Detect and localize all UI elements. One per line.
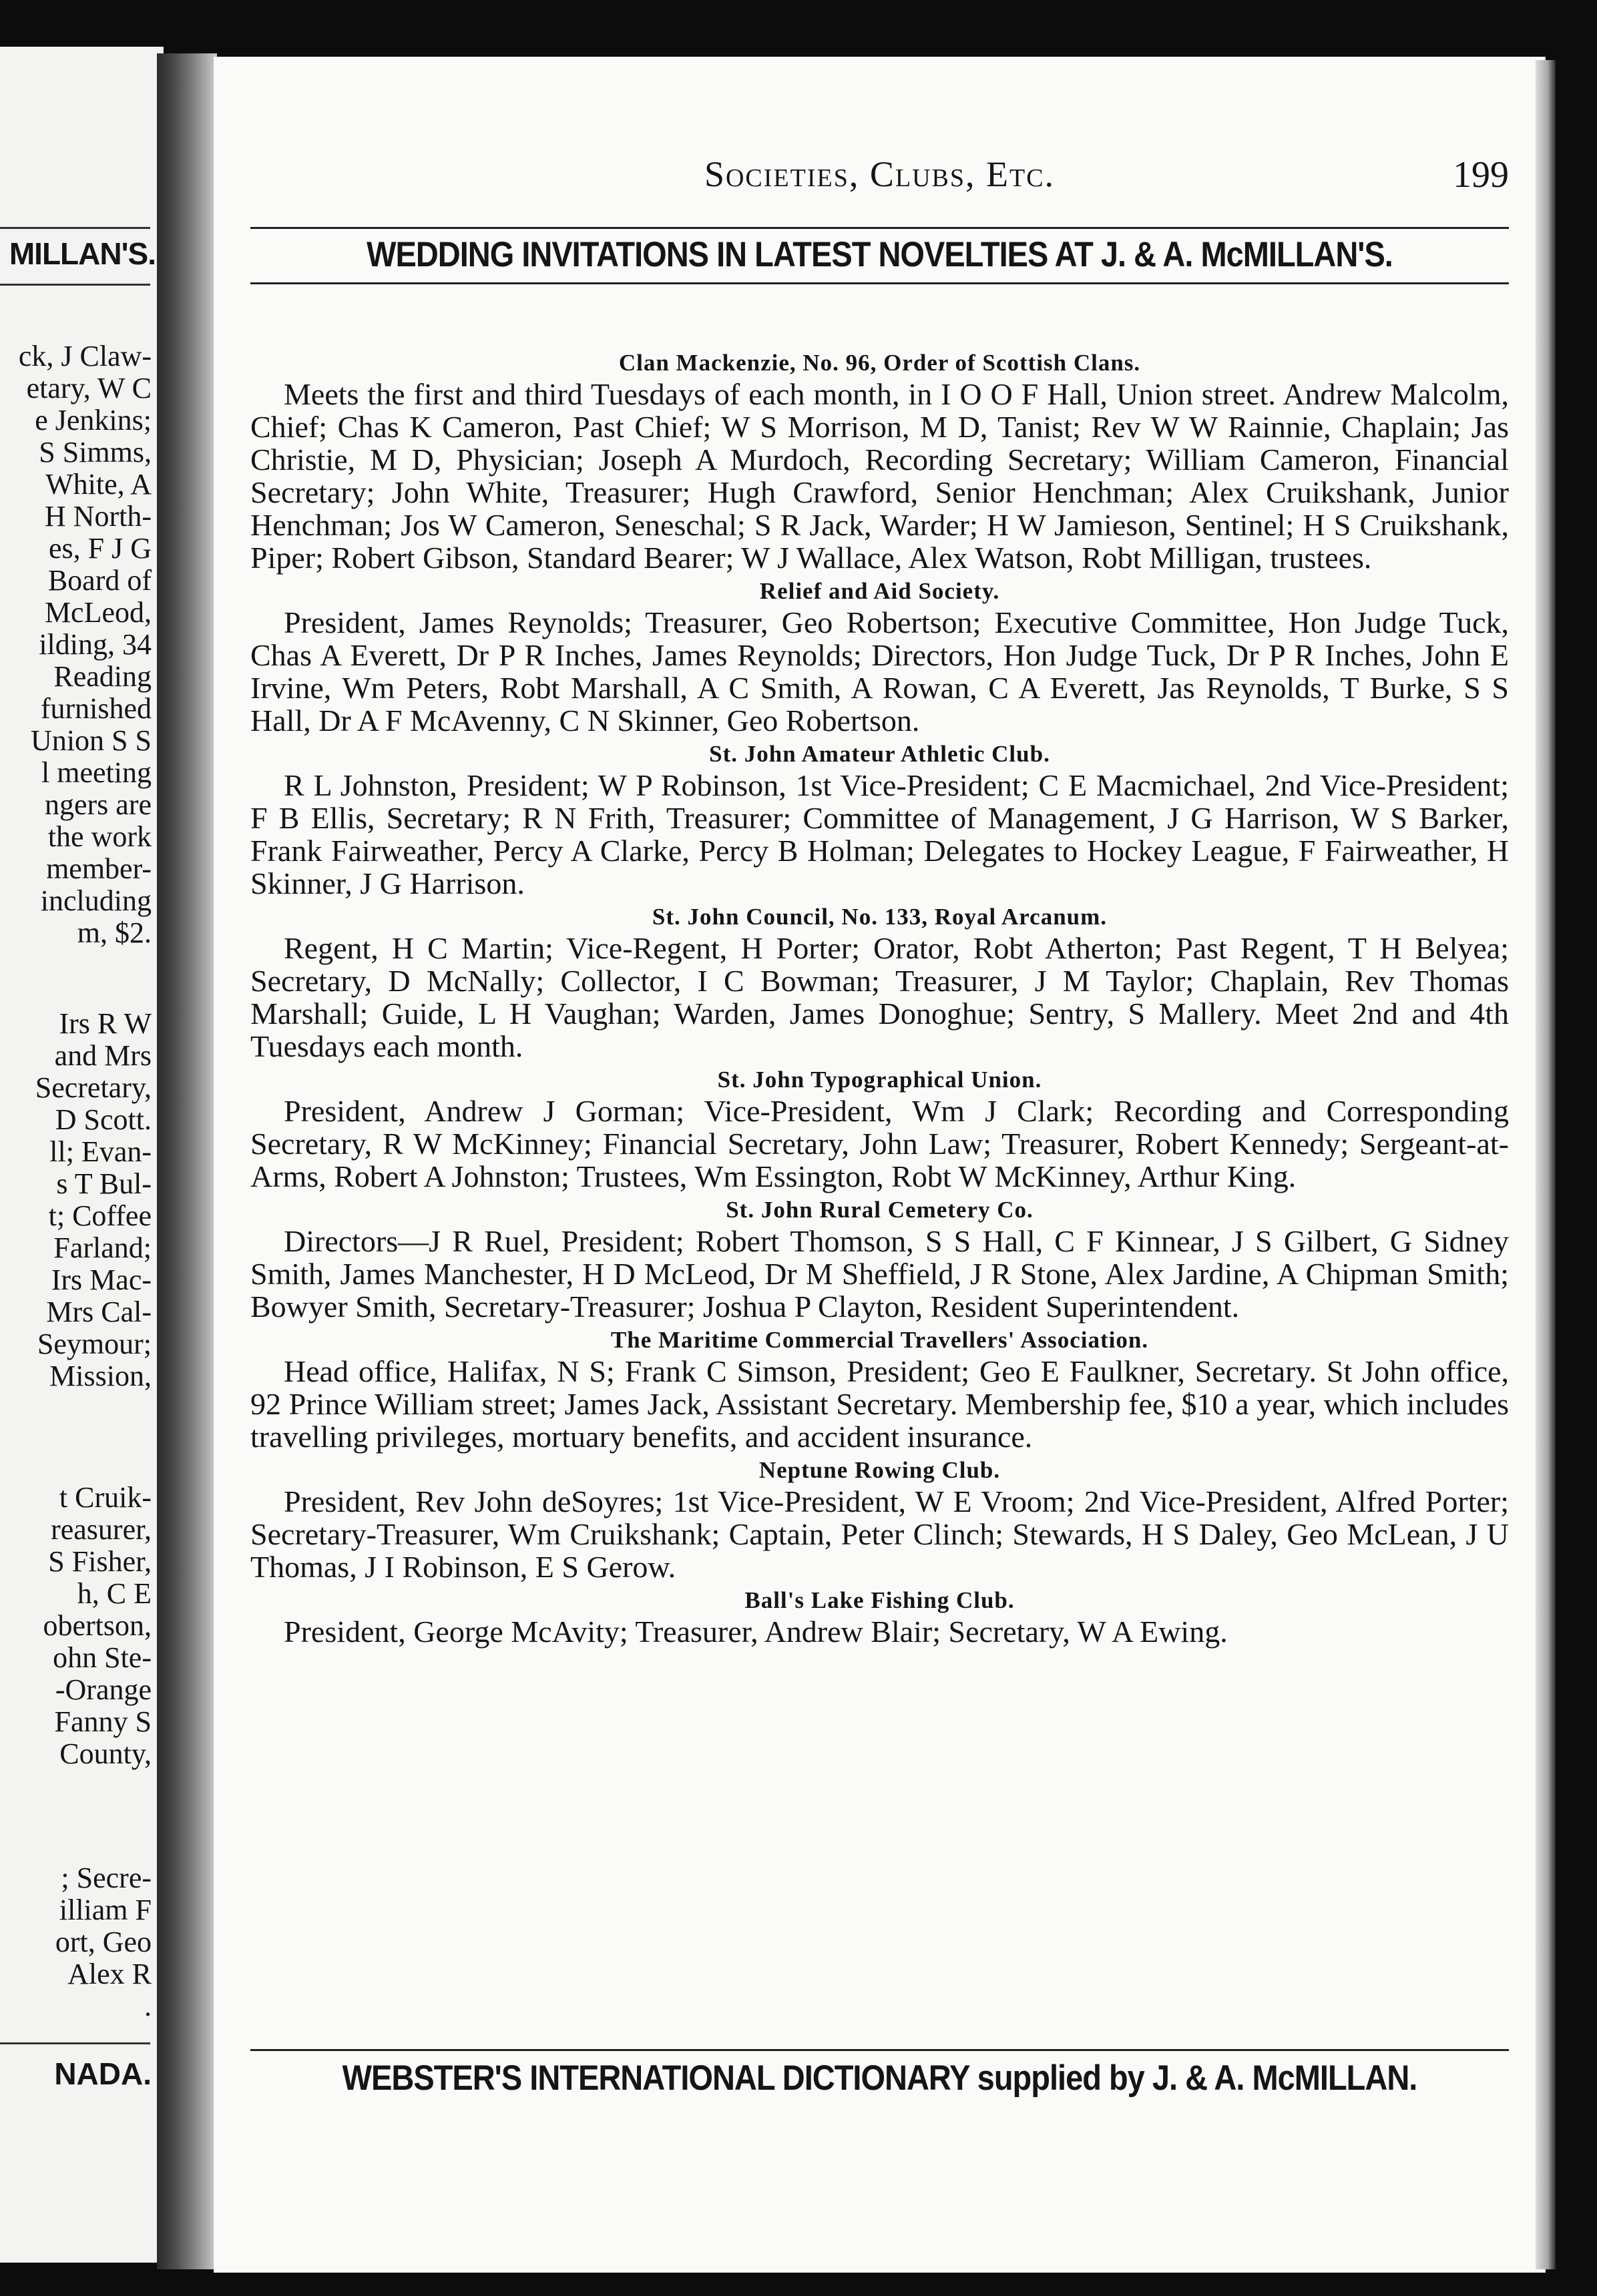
entry-body: President, James Reynolds; Treasurer, Geo Robertson; Executive Committee, Hon Judge Tuck, Chas A Everett, Dr P R Inches, James Reynolds; Directors, Hon Judge Tuck, Dr P R Inches, John E Irvine, Wm Peters, Robt Marshall, A C Smith, A Rowan, C A Everett, Jas Reynolds, T Burke, S S Hall, Dr A F McAvenny, C N Skinner, Geo Robertson. xyxy=(250,605,1509,738)
left-page-line: Board of xyxy=(47,564,152,597)
left-page-line: S Fisher, xyxy=(48,1545,152,1578)
entry-body: Directors—J R Ruel, President; Robert Thomson, S S Hall, C F Kinnear, J S Gilbert, G Sidney Smith, James Manchester, H D McLeod, Dr M Sheffield, J R Stone, Alex Jardine, A Chipman Smith; Bowyer Smith, Secretary-Treasurer; Joshua P Clayton, Resident Superintendent. xyxy=(250,1224,1509,1324)
left-page-line: and Mrs xyxy=(54,1039,152,1072)
entry-title: Clan Mackenzie, No. 96, Order of Scottish Clans. xyxy=(618,350,1141,376)
left-page-line: ; Secre- xyxy=(61,1861,152,1894)
left-page-line: including xyxy=(40,884,152,917)
left-page-line: Farland; xyxy=(53,1231,152,1264)
previous-page-fragment xyxy=(0,47,164,2263)
entry-body: Head office, Halifax, N S; Frank C Simson, President; Geo E Faulkner, Secretary. St John office, 92 Prince William street; James Jack, Assistant Secretary. Membership fee, $10 a year, which includes travelling privileges, mortuary benefits, and accident insurance. xyxy=(250,1354,1509,1454)
entry-body: President, George McAvity; Treasurer, Andrew Blair; Secretary, W A Ewing. xyxy=(284,1615,1228,1649)
left-page-line: D Scott. xyxy=(55,1103,152,1136)
top-rule xyxy=(250,227,1509,229)
left-page-line: ll; Evan- xyxy=(49,1135,152,1168)
society-entry xyxy=(250,902,1509,1063)
left-page-line: l meeting xyxy=(41,756,152,789)
left-page-line: S Simms, xyxy=(39,436,152,469)
left-page-line: ck, J Claw- xyxy=(18,340,152,372)
left-page-line: t; Coffee xyxy=(48,1199,152,1232)
society-entry xyxy=(250,1195,1509,1323)
left-page-line: Irs R W xyxy=(59,1007,152,1040)
left-page-line: etary, W C xyxy=(26,372,152,404)
left-page-line: member- xyxy=(46,852,152,885)
left-page-line: t Cruik- xyxy=(59,1481,152,1514)
entry-title: Neptune Rowing Club. xyxy=(758,1457,1001,1483)
entry-title: St. John Amateur Athletic Club. xyxy=(709,741,1050,767)
society-entry xyxy=(250,1585,1509,1648)
left-page-line: McLeod, xyxy=(44,596,152,629)
society-entry xyxy=(250,348,1509,574)
entry-title: St. John Council, No. 133, Royal Arcanum. xyxy=(652,904,1108,930)
left-page-line: ohn Ste- xyxy=(53,1641,152,1674)
left-page-line: Secretary, xyxy=(35,1071,152,1104)
society-entry xyxy=(250,1065,1509,1193)
book-gutter xyxy=(157,53,217,2269)
left-page-line: ort, Geo xyxy=(55,1926,152,1958)
left-page-line: h, C E xyxy=(77,1577,152,1610)
left-page-line: Mrs Cal- xyxy=(46,1296,152,1328)
entry-body: Regent, H C Martin; Vice-Regent, H Porter; Orator, Robt Atherton; Past Regent, T H Belyea; Secretary, D McNally; Collector, I C Bowman; Treasurer, J M Taylor; Chaplain, Rev Thomas Marshall; Guide, L H Vaughan; Warden, James Donoghue; Sentry, S Mallery. Meet 2nd and 4th Tuesdays each month. xyxy=(250,931,1509,1063)
entry-title: St. John Rural Cemetery Co. xyxy=(726,1197,1034,1223)
entry-title: Ball's Lake Fishing Club. xyxy=(744,1587,1015,1613)
left-page-line: m, $2. xyxy=(77,916,152,949)
bottom-rule xyxy=(250,2049,1509,2051)
left-page-line: obertson, xyxy=(43,1609,152,1642)
bottom-advert-banner: WEBSTER'S INTERNATIONAL DICTIONARY supplied by J. & A. McMILLAN. xyxy=(342,2057,1417,2098)
entry-title: The Maritime Commercial Travellers' Association. xyxy=(610,1327,1149,1353)
society-entry xyxy=(250,739,1509,900)
running-head xyxy=(250,154,1509,194)
entry-body: Meets the first and third Tuesdays of each month, in I O O F Hall, Union street. Andrew Malcolm, Chief; Chas K Cameron, Past Chief; W S Morrison, M D, Tanist; Rev W W Rainnie, Chaplain; Jas Christie, M D, Physician; Joseph A Murdoch, Recording Secretary; William Cameron, Financial Secretary; John White, Treasurer; Hugh Crawford, Senior Henchman; Alex Cruikshank, Junior Henchman; Jos W Cameron, Seneschal; S R Jack, Warder; H W Jamieson, Sentinel; H S Cruikshank, Piper; Robert Gibson, Standard Bearer; W J Wallace, Alex Watson, Robt Milligan, trustees. xyxy=(250,377,1509,575)
left-page-line: furnished xyxy=(40,692,152,725)
left-page-line: ngers are xyxy=(44,788,152,821)
left-page-line: Alex R xyxy=(67,1958,152,1990)
left-page-line: -Orange xyxy=(55,1673,152,1706)
entry-body: President, Rev John deSoyres; 1st Vice-President, W E Vroom; 2nd Vice-President, Alfred Porter; Secretary-Treasurer, Wm Cruikshank; Captain, Peter Clinch; Stewards, H S Daley, Geo McLean, J U Thomas, J I Robinson, E S Gerow. xyxy=(250,1484,1509,1584)
left-page-line: the work xyxy=(47,820,152,853)
left-page-line: ilding, 34 xyxy=(39,628,152,661)
society-listings xyxy=(250,348,1509,1650)
left-page-line: Reading xyxy=(53,660,152,693)
top-advert-banner: WEDDING INVITATIONS IN LATEST NOVELTIES AT J. & A. McMILLAN'S. xyxy=(367,234,1393,274)
left-page-header: MILLAN'S. xyxy=(9,236,156,271)
left-page-line: County, xyxy=(59,1737,152,1770)
left-page-line: . xyxy=(144,1990,152,2022)
page-edge-shadow xyxy=(1536,60,1556,2269)
left-page-line: reasurer, xyxy=(51,1513,152,1546)
entry-title: St. John Typographical Union. xyxy=(717,1067,1042,1093)
left-page-bottom-rule xyxy=(0,2042,150,2044)
left-page-line: H North- xyxy=(44,500,152,533)
page-number: 199 xyxy=(1453,154,1509,196)
left-page-line: es, F J G xyxy=(48,532,152,565)
entry-body: President, Andrew J Gorman; Vice-President, Wm J Clark; Recording and Corresponding Secretary, R W McKinney; Financial Secretary, John Law; Treasurer, Robert Kennedy; Sergeant-at-Arms, Robert A Johnston; Trustees, Wm Essington, Robt W McKinney, Arthur King. xyxy=(250,1094,1509,1193)
left-page-line: Fanny S xyxy=(54,1705,152,1738)
book-page xyxy=(214,57,1546,2273)
entry-title: Relief and Aid Society. xyxy=(759,578,1000,604)
society-entry xyxy=(250,1455,1509,1583)
left-page-line: Irs Mac- xyxy=(51,1263,152,1296)
left-page-line: Seymour; xyxy=(37,1328,152,1360)
left-page-line: Union S S xyxy=(31,724,152,757)
left-page-top-rule xyxy=(0,227,150,229)
banner-rule xyxy=(250,282,1509,284)
left-page-footer: NADA. xyxy=(54,2056,152,2091)
left-page-line: White, A xyxy=(45,468,152,501)
left-page-line: e Jenkins; xyxy=(35,404,152,437)
running-head-title: Societies, Clubs, Etc. xyxy=(704,154,1056,194)
left-page-line: s T Bul- xyxy=(56,1167,152,1200)
left-page-line: illiam F xyxy=(59,1894,152,1926)
society-entry xyxy=(250,576,1509,737)
entry-body: R L Johnston, President; W P Robinson, 1st Vice-President; C E Macmichael, 2nd Vice-President; F B Ellis, Secretary; R N Frith, Treasurer; Committee of Management, J G Harrison, W S Barker, Frank Fairweather, Percy A Clarke, Percy B Holman; Delegates to Hockey League, F Fairweather, H Skinner, J G Harrison. xyxy=(250,768,1509,900)
society-entry xyxy=(250,1325,1509,1453)
left-page-header-rule xyxy=(0,284,150,286)
left-page-line: Mission, xyxy=(49,1360,152,1392)
